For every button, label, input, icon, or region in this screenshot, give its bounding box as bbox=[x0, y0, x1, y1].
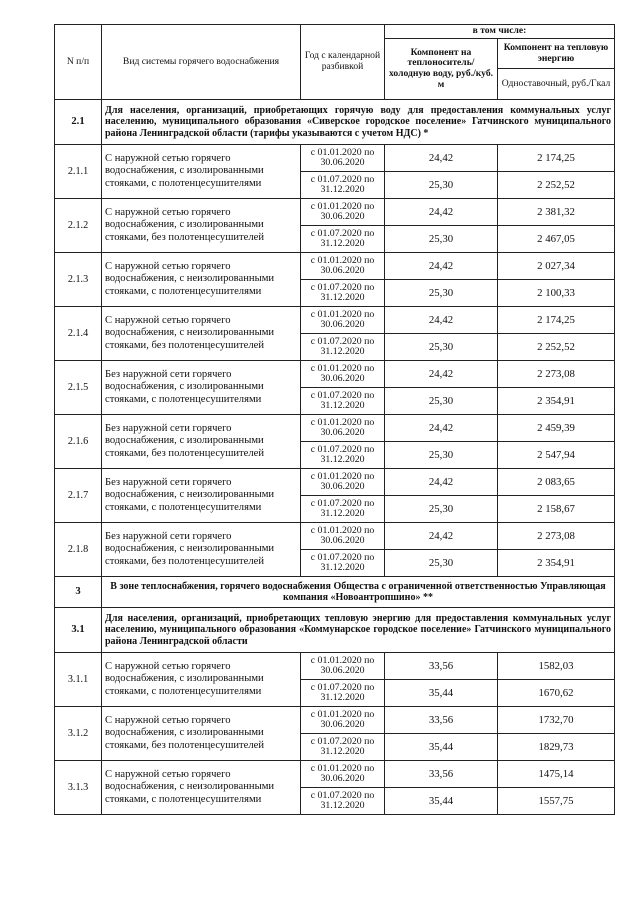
system-type: С наружной сетью горячего водоснабжения, с неизолированными стояками, без полотенцесушителей bbox=[102, 307, 301, 361]
header-year: Год с календарной разбивкой bbox=[301, 25, 385, 100]
energy-value: 2 252,52 bbox=[498, 172, 615, 199]
table-row bbox=[55, 761, 615, 788]
table-row bbox=[55, 523, 615, 550]
period-cell: с 01.07.2020 по 31.12.2020 bbox=[301, 442, 385, 469]
energy-value: 2 158,67 bbox=[498, 496, 615, 523]
table-row bbox=[55, 199, 615, 226]
carrier-value: 24,42 bbox=[385, 469, 498, 496]
table-row bbox=[55, 253, 615, 280]
period-cell: с 01.01.2020 по 30.06.2020 bbox=[301, 361, 385, 388]
system-type: С наружной сетью горячего водоснабжения, с изолированными стояками, с полотенцесушителями bbox=[102, 653, 301, 707]
table-row bbox=[55, 707, 615, 734]
system-type: Без наружной сети горячего водоснабжения, с изолированными стояками, с полотенцесушителями bbox=[102, 361, 301, 415]
period-cell: с 01.01.2020 по 30.06.2020 bbox=[301, 761, 385, 788]
period-cell: с 01.01.2020 по 30.06.2020 bbox=[301, 307, 385, 334]
carrier-value: 35,44 bbox=[385, 734, 498, 761]
period-cell: с 01.07.2020 по 31.12.2020 bbox=[301, 734, 385, 761]
row-number: 2.1.8 bbox=[55, 523, 102, 577]
row-number: 3.1.2 bbox=[55, 707, 102, 761]
period-cell: с 01.01.2020 по 30.06.2020 bbox=[301, 523, 385, 550]
table-row bbox=[55, 361, 615, 388]
period-cell: с 01.07.2020 по 31.12.2020 bbox=[301, 496, 385, 523]
energy-value: 2 174,25 bbox=[498, 307, 615, 334]
period-cell: с 01.01.2020 по 30.06.2020 bbox=[301, 469, 385, 496]
carrier-value: 24,42 bbox=[385, 253, 498, 280]
period-cell: с 01.07.2020 по 31.12.2020 bbox=[301, 388, 385, 415]
section-number: 3.1 bbox=[55, 608, 102, 653]
carrier-value: 24,42 bbox=[385, 523, 498, 550]
section-title: В зоне теплоснабжения, горячего водоснабжения Общества с ограниченной ответственностью Управляющая компания «Новоантропшино» ** bbox=[102, 577, 615, 608]
energy-value: 1670,62 bbox=[498, 680, 615, 707]
carrier-value: 24,42 bbox=[385, 415, 498, 442]
energy-value: 2 354,91 bbox=[498, 550, 615, 577]
period-cell: с 01.07.2020 по 31.12.2020 bbox=[301, 788, 385, 815]
row-number: 2.1.7 bbox=[55, 469, 102, 523]
header-system: Вид системы горячего водоснабжения bbox=[102, 25, 301, 100]
period-cell: с 01.01.2020 по 30.06.2020 bbox=[301, 145, 385, 172]
energy-value: 2 273,08 bbox=[498, 523, 615, 550]
period-cell: с 01.01.2020 по 30.06.2020 bbox=[301, 653, 385, 680]
table-row bbox=[55, 145, 615, 172]
energy-value: 1829,73 bbox=[498, 734, 615, 761]
energy-value: 2 467,05 bbox=[498, 226, 615, 253]
energy-value: 1557,75 bbox=[498, 788, 615, 815]
section-row bbox=[55, 577, 615, 608]
table-row bbox=[55, 653, 615, 680]
system-type: Без наружной сети горячего водоснабжения, с неизолированными стояками, с полотенцесушителями bbox=[102, 469, 301, 523]
system-type: Без наружной сети горячего водоснабжения, с изолированными стояками, без полотенцесушителей bbox=[102, 415, 301, 469]
header-including: в том числе: bbox=[385, 25, 615, 39]
carrier-value: 25,30 bbox=[385, 280, 498, 307]
system-type: С наружной сетью горячего водоснабжения, с неизолированными стояками, с полотенцесушителями bbox=[102, 761, 301, 815]
carrier-value: 25,30 bbox=[385, 496, 498, 523]
carrier-value: 24,42 bbox=[385, 361, 498, 388]
energy-value: 2 083,65 bbox=[498, 469, 615, 496]
period-cell: с 01.01.2020 по 30.06.2020 bbox=[301, 199, 385, 226]
header-single-rate: Одноставочный, руб./Гкал bbox=[498, 69, 615, 100]
period-cell: с 01.01.2020 по 30.06.2020 bbox=[301, 415, 385, 442]
row-number: 2.1.3 bbox=[55, 253, 102, 307]
energy-value: 1582,03 bbox=[498, 653, 615, 680]
system-type: С наружной сетью горячего водоснабжения, с изолированными стояками, без полотенцесушителей bbox=[102, 707, 301, 761]
header-carrier: Компонент на теплоноситель/ холодную воду, руб./куб. м bbox=[385, 39, 498, 100]
period-cell: с 01.01.2020 по 30.06.2020 bbox=[301, 707, 385, 734]
section-row bbox=[55, 608, 615, 653]
carrier-value: 25,30 bbox=[385, 226, 498, 253]
carrier-value: 25,30 bbox=[385, 550, 498, 577]
period-cell: с 01.07.2020 по 31.12.2020 bbox=[301, 334, 385, 361]
system-type: С наружной сетью горячего водоснабжения, с неизолированными стояками, с полотенцесушителями bbox=[102, 253, 301, 307]
period-cell: с 01.07.2020 по 31.12.2020 bbox=[301, 680, 385, 707]
carrier-value: 35,44 bbox=[385, 788, 498, 815]
period-cell: с 01.07.2020 по 31.12.2020 bbox=[301, 280, 385, 307]
row-number: 2.1.4 bbox=[55, 307, 102, 361]
energy-value: 2 174,25 bbox=[498, 145, 615, 172]
system-type: С наружной сетью горячего водоснабжения, с изолированными стояками, с полотенцесушителями bbox=[102, 145, 301, 199]
row-number: 2.1.2 bbox=[55, 199, 102, 253]
carrier-value: 24,42 bbox=[385, 145, 498, 172]
carrier-value: 24,42 bbox=[385, 199, 498, 226]
system-type: С наружной сетью горячего водоснабжения, с изолированными стояками, без полотенцесушителей bbox=[102, 199, 301, 253]
section-number: 2.1 bbox=[55, 100, 102, 145]
section-number: 3 bbox=[55, 577, 102, 608]
period-cell: с 01.07.2020 по 31.12.2020 bbox=[301, 226, 385, 253]
row-number: 3.1.3 bbox=[55, 761, 102, 815]
period-cell: с 01.01.2020 по 30.06.2020 bbox=[301, 253, 385, 280]
carrier-value: 25,30 bbox=[385, 172, 498, 199]
energy-value: 2 459,39 bbox=[498, 415, 615, 442]
energy-value: 2 381,32 bbox=[498, 199, 615, 226]
header-num: N п/п bbox=[55, 25, 102, 100]
row-number: 2.1.1 bbox=[55, 145, 102, 199]
carrier-value: 33,56 bbox=[385, 707, 498, 734]
energy-value: 2 100,33 bbox=[498, 280, 615, 307]
section-row bbox=[55, 100, 615, 145]
tariff-table bbox=[54, 24, 615, 815]
period-cell: с 01.07.2020 по 31.12.2020 bbox=[301, 172, 385, 199]
header-row-1 bbox=[55, 25, 615, 39]
row-number: 2.1.5 bbox=[55, 361, 102, 415]
table-row bbox=[55, 415, 615, 442]
period-cell: с 01.07.2020 по 31.12.2020 bbox=[301, 550, 385, 577]
table-row bbox=[55, 307, 615, 334]
carrier-value: 24,42 bbox=[385, 307, 498, 334]
document-page bbox=[54, 24, 614, 815]
header-energy: Компонент на тепловую энергию bbox=[498, 39, 615, 69]
energy-value: 2 027,34 bbox=[498, 253, 615, 280]
row-number: 2.1.6 bbox=[55, 415, 102, 469]
section-title: Для населения, организаций, приобретающих горячую воду для предоставления коммунальных услуг населению, муниципального образования «Сиверское городское поселение» Гатчинского муниципального района Ленинградской области (тарифы указываются с учетом НДС) * bbox=[102, 100, 615, 145]
energy-value: 2 273,08 bbox=[498, 361, 615, 388]
carrier-value: 25,30 bbox=[385, 388, 498, 415]
energy-value: 2 547,94 bbox=[498, 442, 615, 469]
carrier-value: 35,44 bbox=[385, 680, 498, 707]
table-row bbox=[55, 469, 615, 496]
energy-value: 1732,70 bbox=[498, 707, 615, 734]
carrier-value: 25,30 bbox=[385, 334, 498, 361]
carrier-value: 25,30 bbox=[385, 442, 498, 469]
energy-value: 1475,14 bbox=[498, 761, 615, 788]
energy-value: 2 354,91 bbox=[498, 388, 615, 415]
row-number: 3.1.1 bbox=[55, 653, 102, 707]
section-title: Для населения, организаций, приобретающих тепловую энергию для предоставления коммунальных услуг населению, муниципального образования «Коммунарское городское поселение» Гатчинского муниципального района Ленинградской области bbox=[102, 608, 615, 653]
energy-value: 2 252,52 bbox=[498, 334, 615, 361]
carrier-value: 33,56 bbox=[385, 653, 498, 680]
carrier-value: 33,56 bbox=[385, 761, 498, 788]
system-type: Без наружной сети горячего водоснабжения, с неизолированными стояками, без полотенцесушителей bbox=[102, 523, 301, 577]
